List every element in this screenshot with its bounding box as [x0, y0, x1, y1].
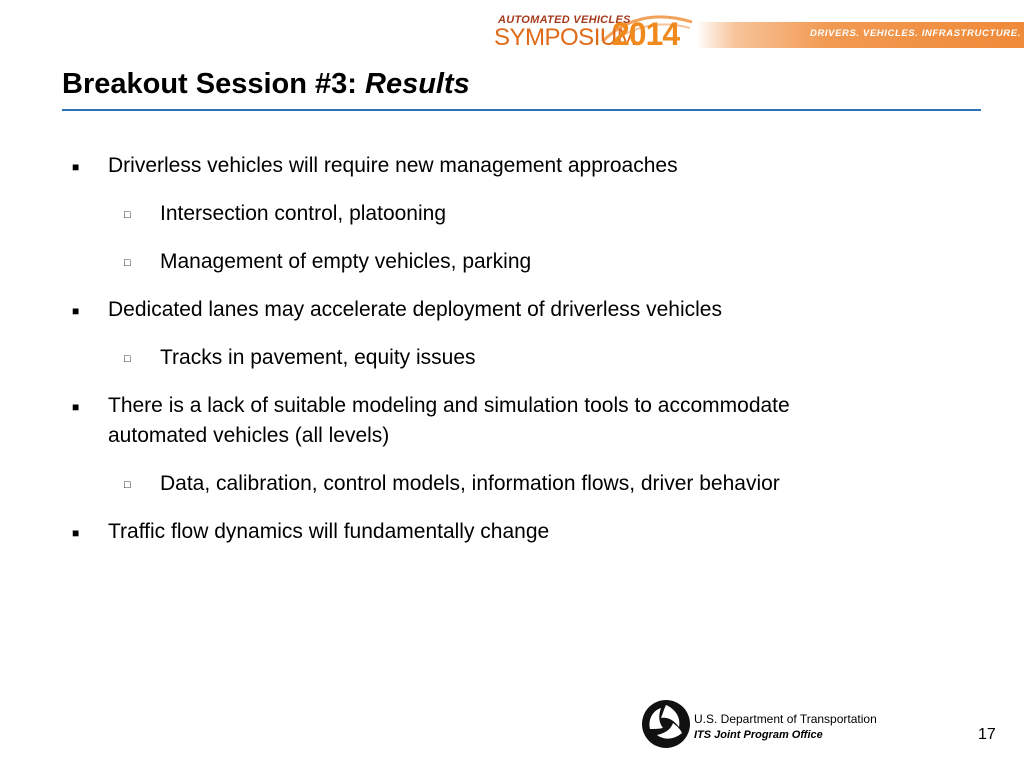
list-item: Management of empty vehicles, parking — [160, 250, 532, 273]
title-divider — [62, 109, 981, 111]
logo-year: 2014 — [612, 16, 680, 52]
tagline: DRIVERS. VEHICLES. INFRASTRUCTURE. — [810, 28, 1021, 39]
logo-line2: SYMPOSIUM — [494, 24, 637, 51]
header-banner — [0, 0, 1024, 62]
list-item: Driverless vehicles will require new management approaches — [108, 154, 678, 177]
bullet-marker-level2: □ — [124, 257, 131, 269]
bullet-marker-level1: ■ — [72, 304, 80, 318]
title-prefix: Breakout Session #3: — [62, 68, 365, 100]
bullet-marker-level1: ■ — [72, 400, 80, 414]
list-item: Dedicated lanes may accelerate deployment of driverless vehicles — [108, 298, 722, 321]
department-name: U.S. Department of Transportation — [694, 712, 877, 726]
list-item: There is a lack of suitable modeling and simulation tools to accommodate — [108, 394, 790, 417]
title-emphasis: Results — [365, 68, 470, 100]
bullet-marker-level2: □ — [124, 209, 131, 221]
office-name: ITS Joint Program Office — [694, 729, 823, 741]
list-item: Intersection control, platooning — [160, 202, 447, 225]
list-item: Traffic flow dynamics will fundamentally change — [108, 520, 550, 543]
list-item: Tracks in pavement, equity issues — [160, 346, 476, 369]
bullet-marker-level2: □ — [124, 479, 131, 491]
bullet-marker-level1: ■ — [72, 160, 80, 174]
slide-title — [62, 68, 470, 101]
usdot-logo-icon — [641, 699, 691, 749]
list-item-continuation: automated vehicles (all levels) — [108, 424, 390, 447]
page-number: 17 — [978, 726, 996, 743]
list-item: Data, calibration, control models, information flows, driver behavior — [160, 472, 780, 495]
bullet-marker-level2: □ — [124, 353, 131, 365]
logo-line1: AUTOMATED VEHICLES — [498, 14, 631, 26]
bullet-marker-level1: ■ — [72, 526, 80, 540]
